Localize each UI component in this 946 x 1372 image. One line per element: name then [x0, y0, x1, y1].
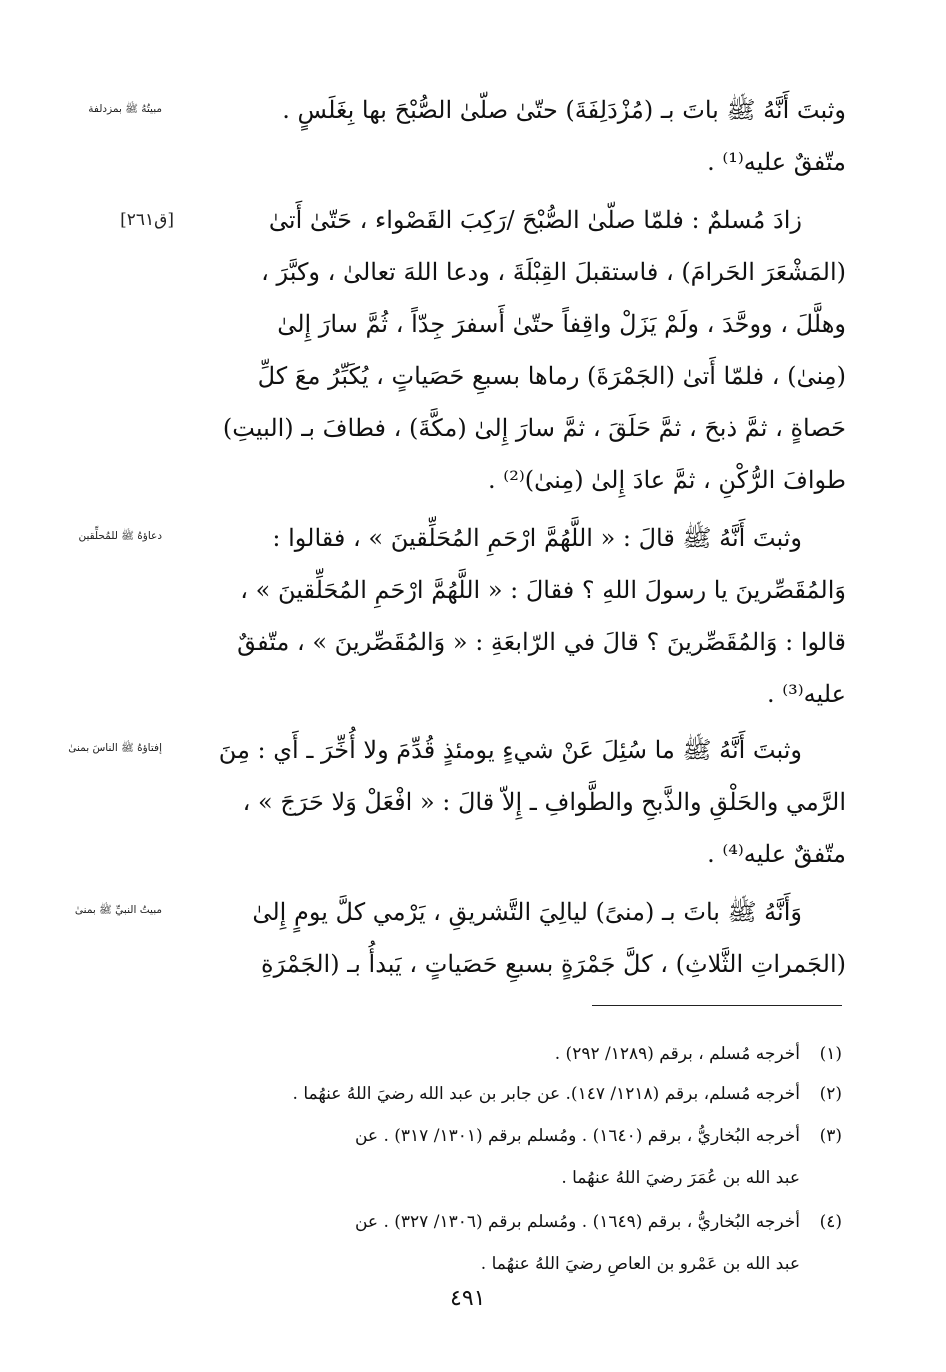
footnote-number: (٤) [819, 1212, 842, 1232]
paragraph-1 [186, 84, 846, 188]
footnote-text: أخرجه مُسلم، برقم (١٢١٨/ ١٤٧). عن جابر بن عبد الله رضيَ اللهُ عنهُما . [292, 1084, 800, 1104]
paragraph-3 [186, 512, 846, 720]
text-line: وثبتَ أَنَّهُ ﷺ قالَ : « اللَّهُمَّ ارْحَمِ المُحَلِّقينَ » ، فقالوا : [272, 524, 802, 552]
footnote-number: (٢) [819, 1084, 842, 1104]
text-line: متّفقٌ عليه⁽⁴⁾ . [707, 840, 846, 868]
text-line: وثبتَ أَنَّهُ ﷺ باتَ بـ (مُزْدَلِفَةَ) حتّىٰ صلّىٰ الصُّبْحَ بها بِغَلَسٍ . [282, 96, 846, 124]
footnote-text: أخرجه البُخاريُّ ، برقم (١٦٤٠) . ومُسلم برقم (١٣٠١/ ٣١٧) . عن [354, 1126, 800, 1146]
text-line: (الجَمراتِ الثَّلاثِ) ، كلَّ جَمْرَةٍ بسبعِ حَصَياتٍ ، يَبدأُ بـ (الجَمْرَةِ [261, 950, 846, 978]
paragraph-5 [186, 886, 846, 990]
footnote-2 [293, 1074, 842, 1114]
text-line: (مِنىٰ) ، فلمّا أَتىٰ (الجَمْرَةَ) رماها بسبعِ حَصَياتٍ ، يُكَبِّرُ معَ كلِّ [257, 362, 846, 390]
footnote-3 [355, 1116, 842, 1156]
footnote-text: أخرجه مُسلم ، برقم (١٢٨٩/ ٢٩٢) . [554, 1044, 800, 1064]
text-line: وهلَّلَ ، ووحَّدَ ، ولَمْ يَزَلْ واقِفاً حتّىٰ أَسفرَ جِدّاً ، ثُمَّ سارَ إِلىٰ [277, 310, 846, 338]
footnote-1 [555, 1034, 842, 1074]
footnote-number: (١) [819, 1044, 842, 1064]
footnote-number: (٣) [819, 1126, 842, 1146]
text-line: متّفقٌ عليه⁽¹⁾ . [707, 148, 846, 176]
margin-note: مبيتُ النبيِّ ﷺ بمنىٰ [74, 904, 162, 916]
paragraph-4 [186, 724, 846, 880]
footnote-text: أخرجه البُخاريُّ ، برقم (١٦٤٩) . ومُسلم برقم (١٣٠٦/ ٣٢٧) . عن [354, 1212, 800, 1232]
text-line: وثبتَ أَنَّهُ ﷺ ما سُئِلَ عَنْ شيءٍ يومئذٍ قُدِّمَ ولا أُخِّرَ ـ أَي : مِنَ [218, 736, 802, 764]
text-line: وَالمُقَصِّرينَ يا رسولَ اللهِ ؟ فقالَ : « اللَّهُمَّ ارْحَمِ المُحَلِّقينَ » ، [240, 576, 846, 604]
text-line: زادَ مُسلمٌ : فلمّا صلّىٰ الصُّبْحَ /رَكِبَ القَصْواء ، حَتّىٰ أَتىٰ [268, 206, 802, 234]
text-line: الرَّمي والحَلْقِ والذَّبحِ والطَّوافِ ـ إِلاّ قالَ : « افْعَلْ وَلا حَرَجَ » ، [242, 788, 846, 816]
footnote-separator [592, 1005, 842, 1006]
paragraph-2 [186, 194, 846, 506]
text-line: قالوا : وَالمُقَصِّرينَ ؟ قالَ في الرّابعَةِ : « وَالمُقَصِّرينَ » ، متّفقٌ [237, 628, 846, 656]
page-number: ٤٩١ [450, 1286, 486, 1311]
margin-note: مبيتُهُ ﷺ بمزدلفة [88, 103, 162, 115]
margin-note: دعاؤهُ ﷺ للمُحلِّقين [78, 530, 162, 542]
footnote-4-continued: عبد الله بن عَمْرو بن العاصِ رضيَ اللهُ عنهُما . [480, 1254, 800, 1274]
text-line: وَأَنَّهُ ﷺ باتَ بـ (منىً) ليالِيَ التَّشريقِ ، يَرْمي كلَّ يومٍ إِلىٰ [252, 898, 802, 926]
text-line: (المَشْعَرَ الحَرامَ) ، فاستقبلَ القِبْلَةَ ، ودعا اللهَ تعالىٰ ، وكبَّرَ ، [261, 258, 846, 286]
footnote-4 [355, 1202, 842, 1242]
text-line: طوافَ الرُّكْنِ ، ثمَّ عادَ إِلىٰ (مِنىٰ)⁽²⁾ . [488, 466, 846, 494]
manuscript-page-ref: [ق٢٦١] [120, 210, 174, 230]
margin-note: إفتاؤهُ ﷺ الناسَ بمنىٰ [68, 742, 162, 754]
text-line: حَصاةٍ ، ثمَّ ذبحَ ، ثمَّ حَلَقَ ، ثمَّ سارَ إِلىٰ (مكَّةَ) ، فطافَ بـ (البيتِ) [222, 414, 846, 442]
text-line: عليه⁽³⁾ . [766, 680, 846, 708]
footnote-3-continued: عبد الله بن عُمَرَ رضيَ اللهُ عنهُما . [561, 1168, 800, 1188]
